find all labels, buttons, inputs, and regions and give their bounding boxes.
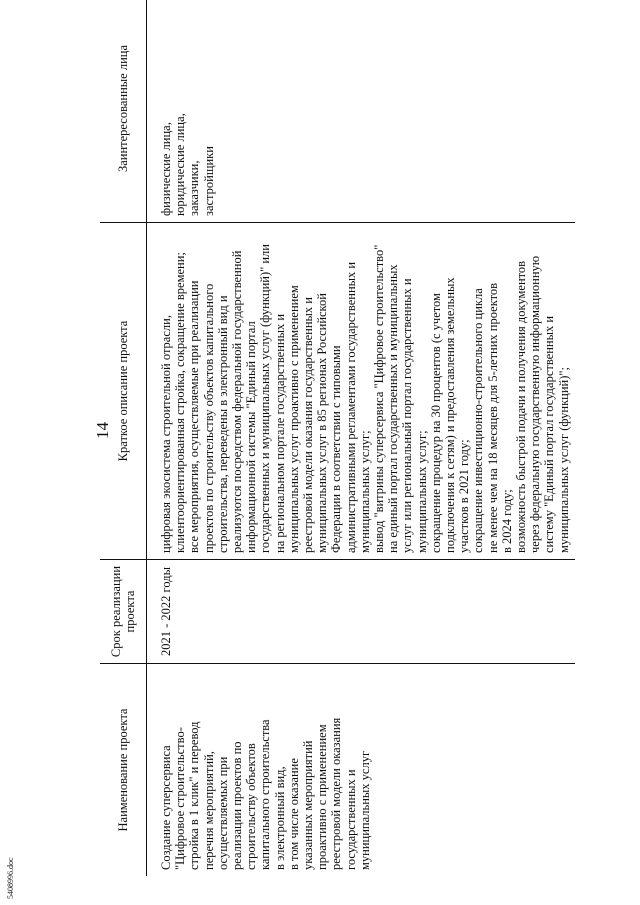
rotated-table-container — [100, 30, 571, 876]
page-number: 14 — [93, 422, 112, 439]
header-period: Срок реализации проекта — [100, 560, 147, 664]
header-description: Краткое описание проекта — [100, 223, 147, 560]
table-row — [147, 0, 575, 876]
cell-description: цифровая экосистема строительной отрасли, клиентоориентированная стройка, сокращение времени; все мероприятия, осуществляемые при реализации проектов по строительству объектов капитального строительства, переведены в электронный вид и реализуются посредством федеральной государственной информационной системы "Единый портал государственных и муниципальных услуг (функций)" или на региональном портале государственных и муниципальных услуг проактивно с применением реестровой модели оказания государственных и муниципальных услуг в 85 регионах Российской Федерации в соответствии с типовыми административными регламентами государственных и муниципальных услуг; вывод "витрины суперсервиса "Цифровое строительство" на единый портал государственных и муниципальных услуг или региональный портал государственных и муниципальных услуг; сокращение процедур на 30 процентов (с учетом подключения к сетям) и предоставления земельных участков в 2021 году; сокращение инвестиционно-строительного цикла не менее чем на 18 месяцев для 5-летних проектов в 2024 году; возможность быстрой подачи и получения документов через федеральную государственную информационную систему "Единый портал государственных и муниципальных услуг (функций)"; — [147, 223, 575, 560]
document-footer: 5408996.doc — [6, 857, 15, 899]
project-table — [100, 0, 575, 876]
cell-project-name: Создание суперсервиса "Цифровое строительство- стройка в 1 клик" и перевод перечня мероприятий, осуществляемых при реализации проектов по строительству объектов капитального строительства в электронный вид, в том числе оказание указанных мероприятий проактивно с применением реестровой модели оказания государственных и муниципальных услуг — [159, 717, 372, 870]
cell-stakeholders: физические лица, юридические лица, заказчики, застройщики — [147, 0, 575, 223]
header-stakeholders: Заинтересованные лица — [100, 0, 147, 223]
header-project-name: Наименование проекта — [100, 664, 147, 877]
table-header-row — [100, 0, 147, 876]
cell-period: 2021 - 2022 годы — [147, 560, 575, 664]
